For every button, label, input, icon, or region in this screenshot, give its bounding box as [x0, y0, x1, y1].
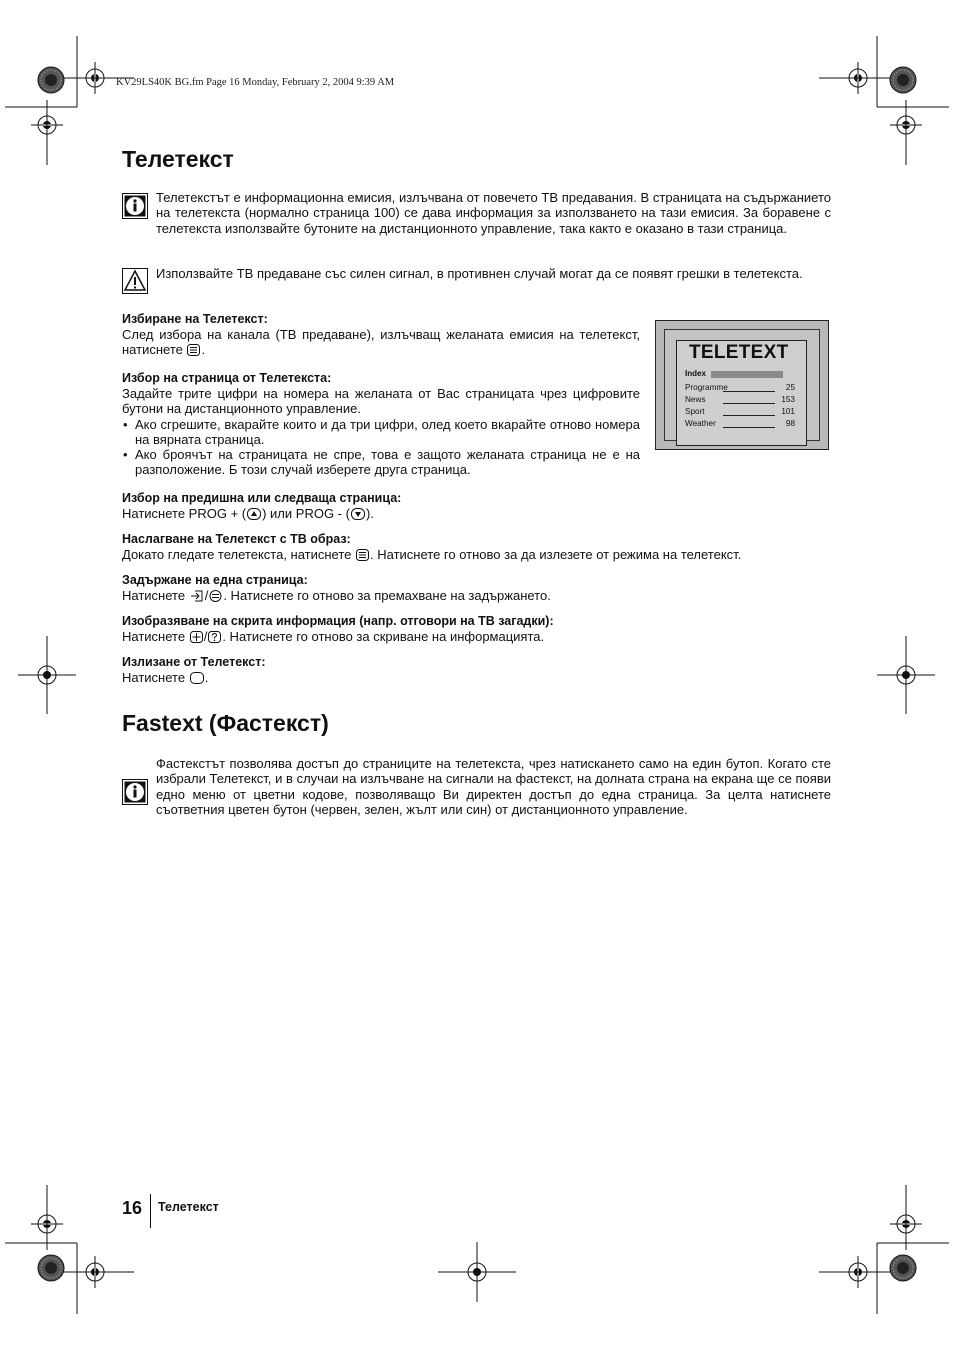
file-info-line: KV29LS40K BG.fm Page 16 Monday, February 2, 2004 9:39 AM: [116, 77, 395, 88]
teletext-screen-title: TELETEXT: [689, 342, 789, 363]
question-icon: [208, 631, 221, 643]
prev-next-text-b: ) или PROG - (: [262, 506, 350, 521]
page-up-icon: [247, 508, 261, 520]
fastext-title: Fastext (Фастекст): [122, 710, 329, 736]
teletext-row-leader: [723, 403, 775, 404]
teletext-info-paragraph: Телетекстът е информационна емисия, излъчвана от повечето ТВ предавания. В страницата на съдържанието на телетекста (нормално страница 100) се дава информация за използването на тази емисия. За боравене с телетекста използвайте бутоните на дистанционното управление, така както е оказано в тази страница.: [156, 190, 831, 236]
hold-text: [122, 588, 831, 603]
hold-text-b: /: [204, 588, 209, 603]
teletext-row-page: 25: [785, 383, 795, 392]
fastext-info-paragraph: Фастекстът позволява достъп до страниците на телетекста, чрез натискането само на един бутоп. Когато сте избрали Телетекст, и в случаи на излъчване на сигнали на фастекст, на долната страна на екрана ще се появи едно меню от цветни кодове, позволяващо Ви директен достъп до една страница. За целта натиснете съответния цветен бутон (червен, зелен, жълт или син) от дистанционното управление.: [156, 756, 831, 817]
warning-icon: [122, 268, 148, 294]
prev-next-text-a: Натиснете PROG + (: [122, 506, 247, 521]
info-icon: [122, 193, 148, 219]
footer-section-label: Телетекст: [158, 1200, 219, 1214]
teletext-row-page: 153: [781, 395, 795, 404]
select-teletext-text-main: След избора на канала (ТВ предаване), излъчващ желаната емисия на телетекст, натиснете: [122, 327, 640, 358]
overlay-text: [122, 547, 831, 562]
hold-alt-icon: [209, 590, 222, 602]
exit-text-b: .: [204, 670, 209, 685]
teletext-row-leader: [723, 391, 775, 392]
page-select-heading: Избор на страница от Телетекста:: [122, 371, 332, 385]
tv-icon: [190, 672, 204, 684]
prev-next-block: [122, 491, 831, 521]
reveal-text-c: . Натиснете го отново за скриване на информацията.: [222, 629, 545, 644]
page-select-text: Задайте трите цифри на номера на желаната от Вас страницата чрез цифровите бутони на дистанционното управление.: [122, 386, 640, 417]
teletext-index-label: Index: [685, 369, 706, 378]
teletext-row: [685, 395, 795, 406]
teletext-warning-paragraph: Използвайте ТВ предаване със силен сигнал, в противнен случай могат да се появят грешки в телетекста.: [156, 266, 803, 281]
page-down-icon: [351, 508, 365, 520]
teletext-row-page: 98: [785, 419, 795, 428]
teletext-row-label: News: [685, 395, 706, 404]
select-teletext-block: [122, 312, 640, 358]
teletext-row-leader: [723, 415, 775, 416]
reveal-text: [122, 629, 831, 644]
teletext-index-bar: [711, 371, 783, 378]
teletext-row-label: Programme: [685, 383, 728, 392]
select-teletext-text: [122, 327, 640, 358]
teletext-row-page: 101: [781, 407, 795, 416]
teletext-row: [685, 383, 795, 394]
teletext-button-icon: [356, 549, 369, 561]
page-select-bullet-2: • Ако броячът на страницата не спре, това е защото желаната страница не е на разположение. Б този случай изберете друга страница.: [122, 447, 640, 478]
prev-next-text: [122, 506, 831, 521]
info-icon: [122, 779, 148, 805]
overlay-text-b: . Натиснете го отново за да излезете от режима на телетекст.: [370, 547, 742, 562]
teletext-row-label: Sport: [685, 407, 705, 416]
teletext-screen: [676, 340, 807, 446]
exit-text: [122, 670, 831, 685]
exit-text-a: Натиснете: [122, 670, 186, 685]
teletext-row: [685, 419, 795, 430]
prev-next-text-c: ).: [365, 506, 374, 521]
teletext-row-leader: [723, 427, 775, 428]
select-teletext-heading: Избиране на Телетекст:: [122, 312, 268, 326]
overlay-text-a: Докато гледате телетекста, натиснете: [122, 547, 352, 562]
teletext-row-label: Weather: [685, 419, 716, 428]
exit-block: [122, 655, 831, 685]
hold-heading: Задържане на една страница:: [122, 573, 308, 587]
reveal-text-b: /: [203, 629, 208, 644]
exit-heading: Излизане от Телетекст:: [122, 655, 266, 669]
page-number: 16: [122, 1198, 143, 1218]
teletext-screen-illustration: [655, 320, 829, 450]
teletext-button-icon: [187, 344, 200, 356]
overlay-block: [122, 532, 831, 562]
reveal-icon: [190, 631, 203, 643]
page-select-bullets: [122, 417, 640, 478]
page-select-bullet-1: • Ако сгрешите, вкарайте които и да три цифри, олед което вкарайте отново номера на вярната страница.: [122, 417, 640, 448]
prev-next-heading: Избор на предишна или следваща страница:: [122, 491, 402, 505]
overlay-heading: Наслагване на Телетекст с ТВ образ:: [122, 532, 351, 546]
select-teletext-text-end: .: [201, 342, 206, 358]
hold-text-a: Натиснете: [122, 588, 186, 603]
footer-divider: [150, 1194, 151, 1228]
reveal-heading: Изобразяване на скрита информация (напр. отговори на ТВ загадки):: [122, 614, 554, 628]
teletext-row: [685, 407, 795, 418]
hold-icon: [190, 590, 204, 602]
reveal-text-a: Натиснете: [122, 629, 186, 644]
hold-text-c: . Натиснете го отново за премахване на задържането.: [223, 588, 551, 603]
page-title: Телетекст: [122, 146, 234, 172]
reveal-block: [122, 614, 831, 644]
page-select-block: [122, 371, 640, 478]
hold-block: [122, 573, 831, 603]
